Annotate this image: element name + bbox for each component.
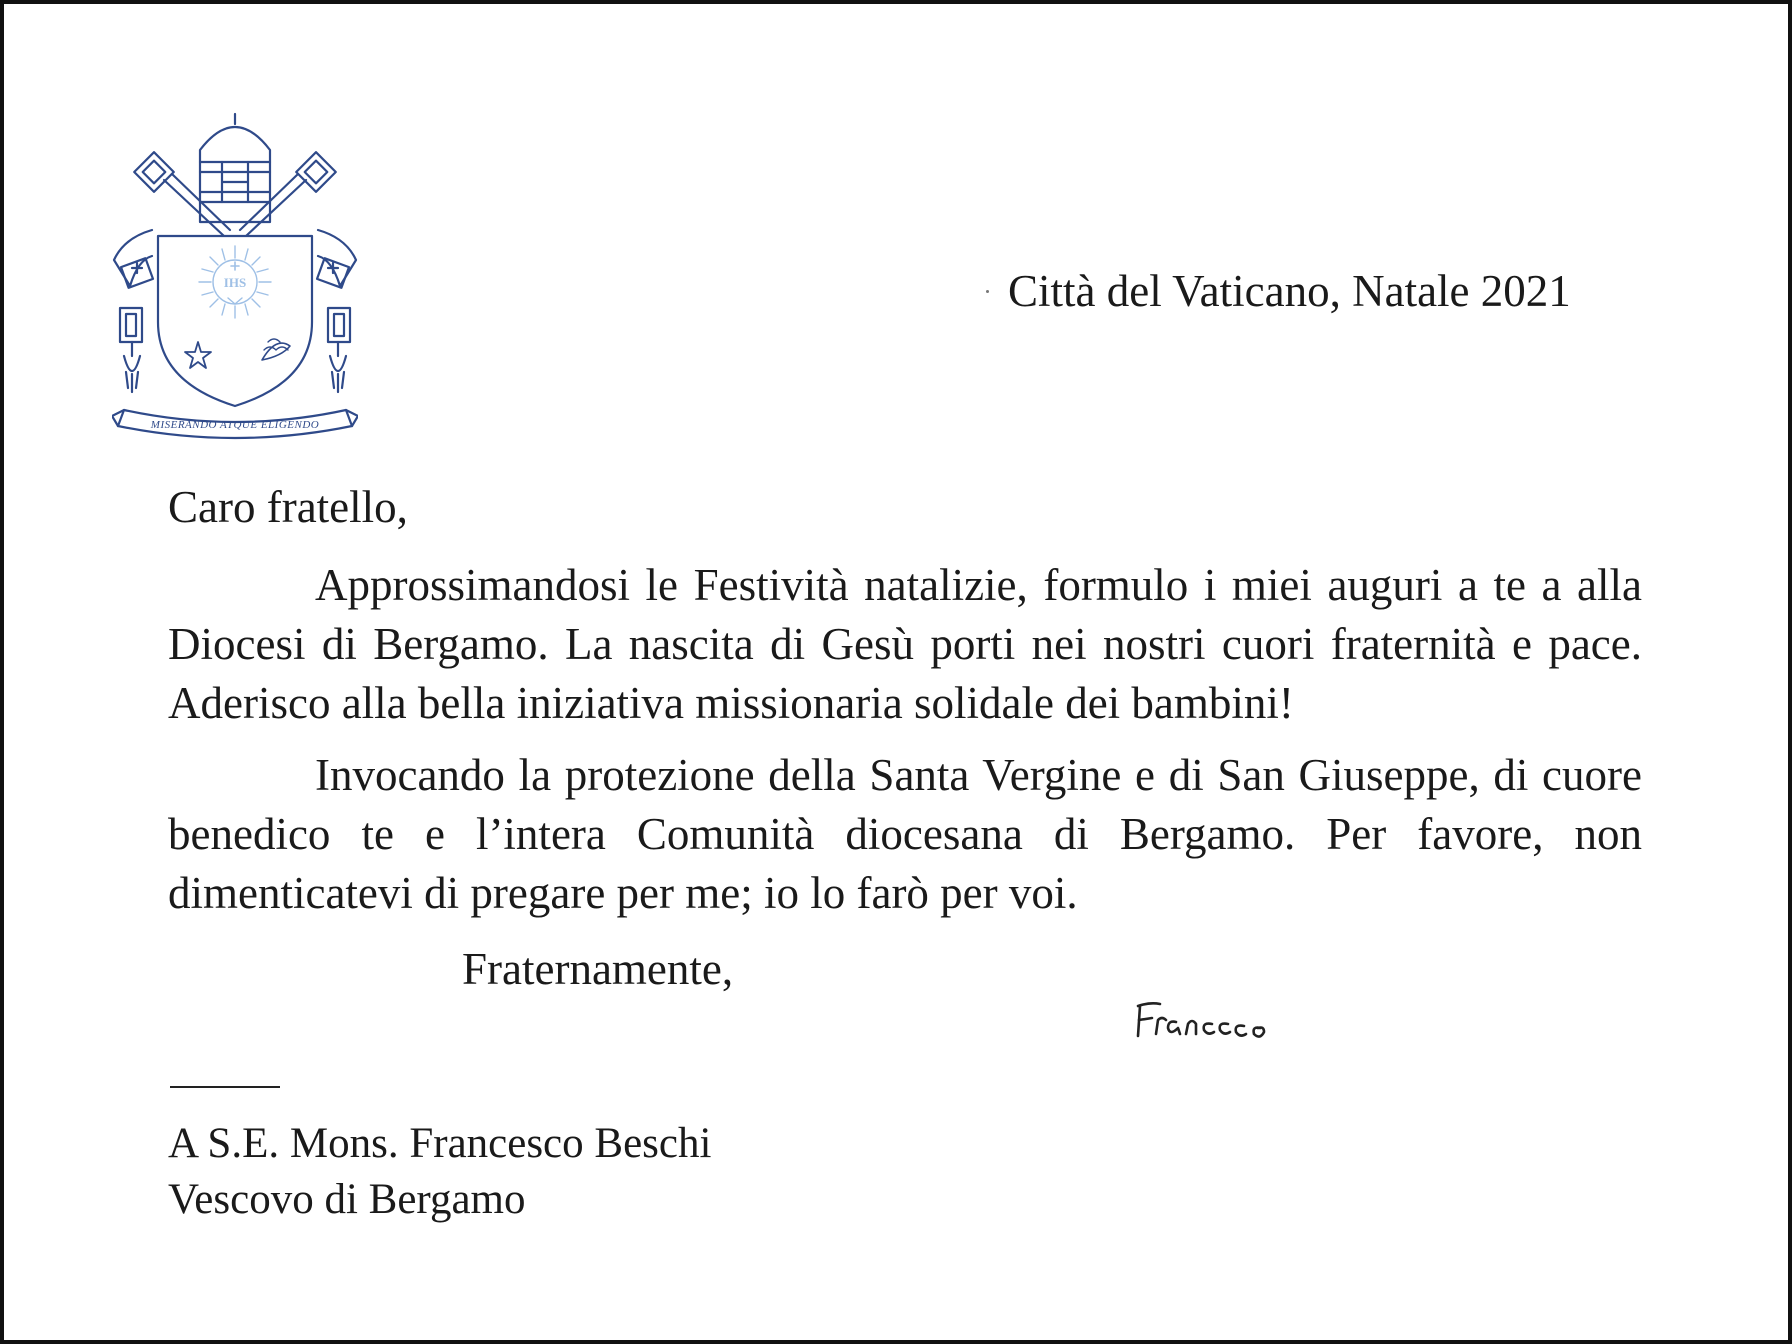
closing: Fraternamente, bbox=[462, 944, 734, 994]
recipient-name: A S.E. Mons. Francesco Beschi bbox=[168, 1120, 712, 1167]
crest-monogram: IHS bbox=[223, 275, 247, 290]
dateline: Città del Vaticano, Natale 2021 bbox=[1008, 266, 1571, 316]
letter-body-paragraph-1 bbox=[168, 556, 1642, 733]
salutation: Caro fratello, bbox=[168, 482, 408, 532]
papal-coat-of-arms-icon bbox=[112, 110, 358, 446]
crest-motto: MISERANDO ATQUE ELIGENDO bbox=[150, 419, 320, 431]
paragraph-text: Invocando la protezione della Santa Vergine e di San Giuseppe, di cuore benedico te e l’intera Comunità diocesana di Bergamo. Per favore, non dimenticatevi di pregare per me; io lo farò per voi. bbox=[168, 750, 1642, 918]
recipient-block bbox=[168, 1116, 711, 1228]
divider bbox=[170, 1086, 280, 1088]
letter-body-paragraph-2 bbox=[168, 746, 1642, 923]
speck bbox=[986, 290, 989, 293]
paragraph-text: Approssimandosi le Festività natalizie, formulo i miei auguri a te a alla Diocesi di Bergamo. La nascita di Gesù porti nei nostri cuori fraternità e pace. Aderisco alla bella iniziativa missionaria solidale dei bambini! bbox=[168, 560, 1642, 728]
handwritten-signature bbox=[1130, 996, 1290, 1056]
recipient-title: Vescovo di Bergamo bbox=[168, 1176, 526, 1223]
